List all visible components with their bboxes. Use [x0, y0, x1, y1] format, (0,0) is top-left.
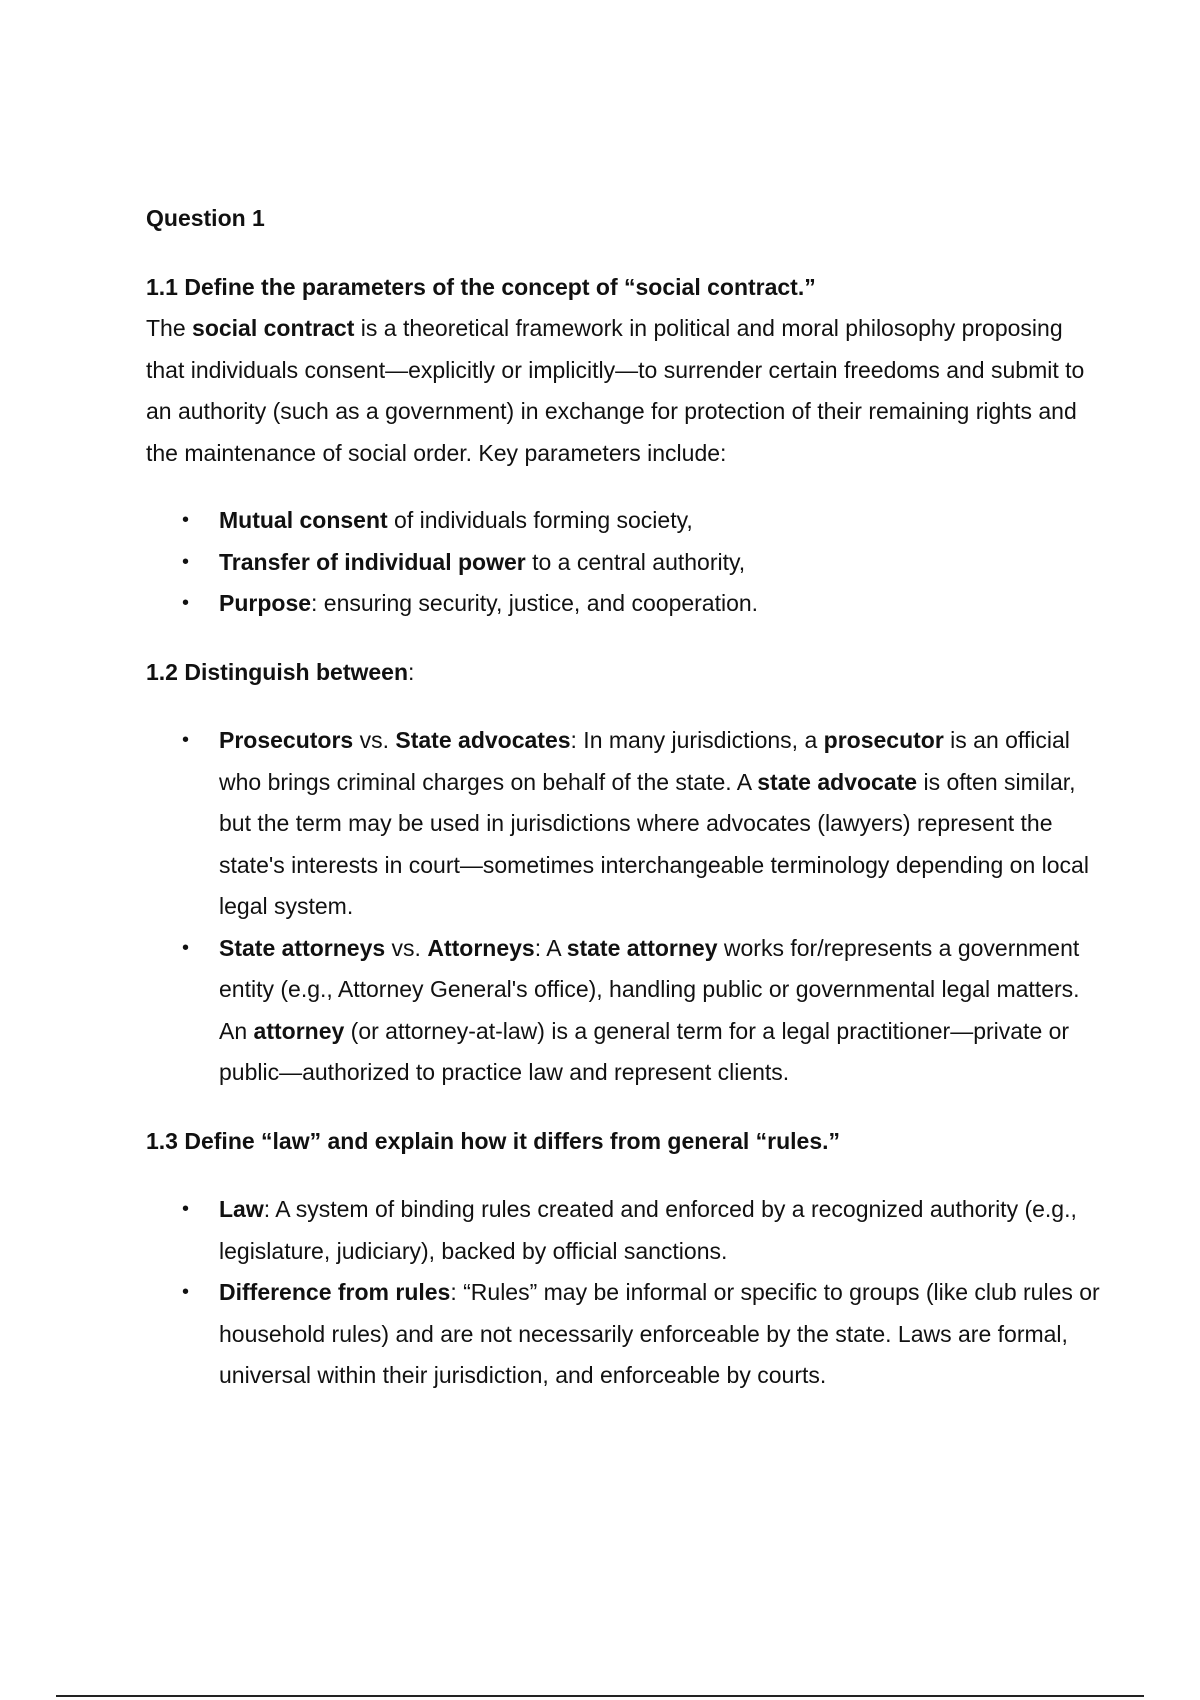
section-1-3-heading: 1.3 Define “law” and explain how it differs from general “rules.” [146, 1127, 840, 1154]
bullet-icon: • [182, 1281, 190, 1303]
list-item [146, 720, 1106, 928]
bullet-icon: • [182, 592, 190, 614]
bullet-text: of individuals forming society, [387, 507, 693, 533]
text-run: is often similar, but the term may be used in jurisdictions where advocates (lawyers) represent the state's interests in court—sometimes interchangeable terminology depending on local legal system. [219, 768, 1089, 919]
term: prosecutor [823, 727, 944, 753]
term: Difference from rules [219, 1279, 451, 1305]
text-run: (or attorney-at-law) is a general term for a legal practitioner—private or public—authorized to practice law and represent clients. [219, 1017, 1070, 1085]
text-run: vs. [353, 727, 396, 753]
list-item [146, 583, 1106, 625]
list-item [146, 928, 1106, 1094]
section-1-2-heading [146, 652, 1106, 694]
section-1-3-bullets [146, 1189, 1106, 1397]
section-1-2-bullets [146, 720, 1106, 1094]
bullet-term: Mutual consent [219, 507, 388, 533]
term: State advocates [395, 727, 571, 753]
text-run: : A system of binding rules created and enforced by a recognized authority (e.g., legislature, judiciary), backed by official sanctions. [219, 1196, 1077, 1264]
section-1-1-bullets [146, 500, 1106, 625]
heading-text: 1.2 Distinguish between [146, 658, 408, 685]
bullet-icon: • [182, 936, 190, 959]
text-run: : A [534, 934, 567, 961]
heading-tail: : [408, 658, 415, 685]
footer-divider [56, 1695, 1144, 1697]
text-run: works for/represents a government entity (e.g., Attorney General's office), handling public or governmental legal matters. An [219, 934, 1080, 1044]
bullet-term: Transfer of individual power [219, 548, 526, 575]
list-item [146, 1272, 1106, 1397]
text-run: : “Rules” may be informal or specific to groups (like club rules or household rules) and are not necessarily enforceable by the state. Laws are formal, universal within their jurisdiction, and enforceable by courts. [219, 1279, 1100, 1388]
term: state advocate [757, 768, 918, 795]
bullet-icon: • [182, 509, 190, 531]
bullet-icon: • [182, 729, 190, 751]
term: attorney [253, 1017, 345, 1044]
question-title: Question 1 [146, 205, 265, 231]
term: Law [219, 1196, 264, 1222]
bullet-icon: • [182, 1198, 190, 1220]
text-run: is a theoretical framework in political and moral philosophy proposing that individuals consent—explicitly or implicitly—to surrender certain freedoms and submit to an authority (such as a government) in exchange for protection of their remaining rights and the maintenance of social order. Key parameters include: [146, 315, 1085, 466]
term: Prosecutors [219, 727, 354, 753]
text-run: is an official who brings criminal charges on behalf of the state. A [219, 727, 1070, 795]
term: State attorneys [219, 934, 386, 961]
list-item [146, 542, 1106, 584]
bullet-text: : ensuring security, justice, and cooperation. [311, 590, 759, 616]
term: state attorney [566, 934, 718, 961]
text-run: The [146, 315, 193, 341]
bullet-icon: • [182, 550, 190, 573]
text-run: vs. [385, 934, 428, 961]
section-1-1-heading: 1.1 Define the parameters of the concept of “social contract.” [146, 273, 816, 300]
term: Attorneys [427, 934, 535, 961]
document-page [146, 198, 1106, 1397]
bullet-text: to a central authority, [525, 548, 746, 575]
list-item [146, 500, 1106, 542]
section-1-1-intro [146, 308, 1106, 474]
term-social-contract: social contract [192, 315, 355, 341]
bullet-term: Purpose [219, 590, 312, 616]
list-item [146, 1189, 1106, 1272]
text-run: : In many jurisdictions, a [570, 727, 824, 753]
